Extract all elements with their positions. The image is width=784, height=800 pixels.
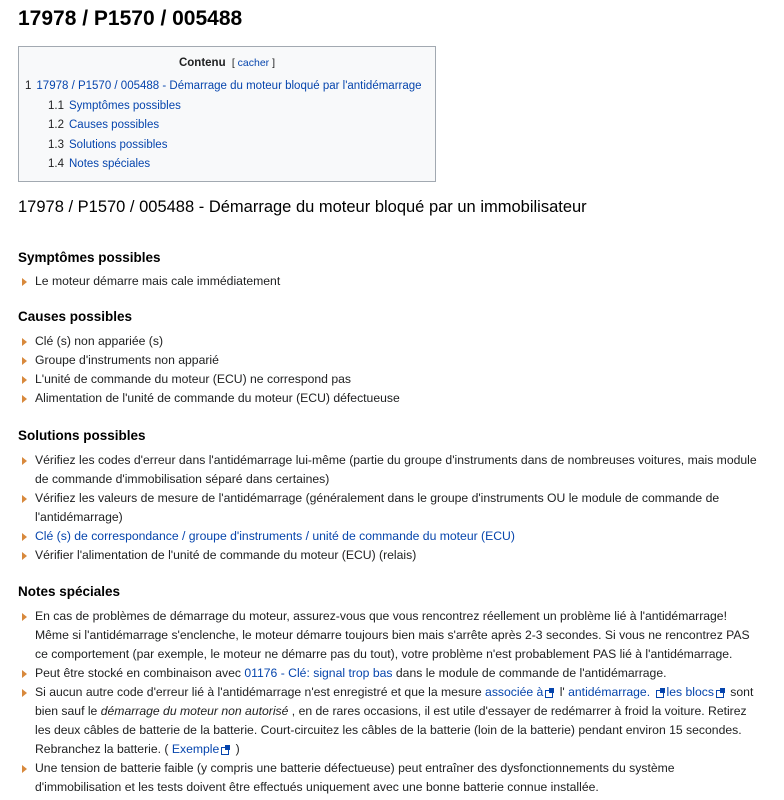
list-item (18, 607, 763, 664)
section-heading: 17978 / P1570 / 005488 - Démarrage du moteur bloqué par un immobilisateur (18, 198, 587, 216)
bullet-icon (22, 357, 27, 365)
toc-link-section[interactable]: 17978 / P1570 / 005488 - Démarrage du moteur bloqué par l'antidémarrage (36, 80, 422, 92)
toc-item-number: 1.4 (48, 158, 64, 170)
notes-list (18, 607, 763, 797)
emphasis-text: démarrage du moteur non autorisé (100, 704, 289, 718)
toc-item-number: 1.1 (48, 99, 64, 112)
list-item (18, 370, 763, 389)
solutions-list (18, 451, 763, 565)
symptoms-list (18, 272, 763, 291)
external-link-icon (221, 745, 230, 754)
list-item-text: Le moteur démarre mais cale immédiatement (35, 274, 281, 288)
example-link[interactable]: Exemple (171, 742, 220, 756)
causes-heading: Causes possibles (18, 309, 133, 324)
bullet-icon (22, 613, 27, 621)
list-item-text: Une tension de batterie faible (y compris une batterie défectueuse) peut entraîner des dysfonctionnements du système d'immobilisation et les tests doivent être effectués uniquement avec une bonne batterie connue installée. (35, 761, 675, 794)
external-link-icon (545, 688, 554, 697)
dtc-01176-link[interactable]: 01176 - Clé: signal trop bas (244, 666, 393, 680)
immobilizer-link[interactable]: antidémarrage. (568, 685, 651, 699)
list-item-text: Vérifiez les codes d'erreur dans l'antidémarrage lui-même (partie du groupe d'instruments dans de nombreuses voitures, mais module de commande d'immobilisation séparé dans certaines) (35, 453, 757, 486)
list-item-text: Alimentation de l'unité de commande du moteur (ECU) défectueuse (35, 391, 400, 405)
list-item (18, 351, 763, 370)
toc-item-number: 1 (25, 80, 32, 92)
toc-item-number: 1.3 (48, 138, 64, 151)
list-item (18, 451, 763, 489)
page-title: 17978 / P1570 / 005488 (18, 7, 243, 30)
list-item-text: Vérifiez les valeurs de mesure de l'antidémarrage (généralement dans le groupe d'instruments OU le module de commande de l'antidémarrage) (35, 491, 720, 524)
toc-item-number: 1.2 (48, 119, 64, 131)
toc-hide-link[interactable]: cacher (237, 57, 270, 69)
toc-item-1-1 (19, 97, 435, 117)
toc-header (19, 57, 435, 69)
toc-link-causes[interactable]: Causes possibles (69, 119, 160, 131)
list-item-text: l' (556, 685, 569, 699)
list-item-text: sont bien sauf le (35, 685, 754, 718)
toc-item-1-2 (19, 116, 435, 136)
list-item-text: , en de rares occasions, il est utile d'essayer de redémarrer à froid la voiture. Retirez les deux câbles de batterie de la batterie. Court-circuitez les câbles de la batterie (loin de la batterie) pendant environ 15 secondes. Rebranchez la batterie. ( (35, 704, 747, 756)
toc-item-1-3 (19, 136, 435, 156)
list-item-text: Groupe d'instruments non apparié (35, 353, 219, 367)
list-item (18, 489, 763, 527)
bullet-icon (22, 670, 27, 678)
bullet-icon (22, 533, 27, 541)
list-item-text: En cas de problèmes de démarrage du moteur, assurez-vous que vous rencontrez réellement un problème lié à l'antidémarrage! Même si l'antidémarrage s'enclenche, le moteur démarre toujours bien mais s'arrête après 2-3 secondes. Si vous ne rencontrez PAS ce comportement (par exemple, le moteur ne démarre pas du tout), votre problème n'est probablement PAS lié à l'antidémarrage. (35, 609, 750, 661)
causes-list (18, 332, 763, 408)
toc-link-notes[interactable]: Notes spéciales (69, 158, 151, 170)
list-item-text: Vérifier l'alimentation de l'unité de commande du moteur (ECU) (relais) (35, 548, 417, 562)
bullet-icon (22, 689, 27, 697)
solutions-heading: Solutions possibles (18, 428, 146, 443)
list-item-text: ) (232, 742, 240, 756)
external-link-icon (716, 688, 725, 697)
list-item-text: L'unité de commande du moteur (ECU) ne correspond pas (35, 372, 351, 386)
list-item (18, 683, 763, 759)
symptoms-heading: Symptômes possibles (18, 250, 161, 265)
external-link-icon (656, 688, 665, 697)
list-item (18, 759, 763, 797)
toc-link-solutions[interactable]: Solutions possibles (69, 138, 168, 151)
match-keys-link[interactable]: Clé (s) de correspondance / groupe d'instruments / unité de commande du moteur (ECU) (35, 529, 515, 543)
list-item (18, 664, 763, 683)
bullet-icon (22, 278, 27, 286)
toc-toggle-close-bracket: ] (272, 57, 276, 69)
toc-toggle-open-bracket: [ (231, 57, 235, 69)
toc-list (19, 77, 435, 175)
list-item (18, 389, 763, 408)
bullet-icon (22, 338, 27, 346)
bullet-icon (22, 395, 27, 403)
toc-toggle (232, 57, 275, 69)
toc-item-1 (19, 77, 435, 97)
table-of-contents (18, 46, 436, 182)
notes-heading: Notes spéciales (18, 584, 121, 599)
toc-title: Contenu (178, 57, 226, 69)
toc-item-1-4 (19, 155, 435, 175)
list-item (18, 272, 763, 291)
list-item (18, 527, 763, 546)
toc-link-symptoms[interactable]: Symptômes possibles (69, 99, 181, 112)
list-item-text: Clé (s) non appariée (s) (35, 334, 164, 348)
list-item (18, 332, 763, 351)
associated-link[interactable]: associée à (485, 685, 544, 699)
list-item (18, 546, 763, 565)
bullet-icon (22, 495, 27, 503)
list-item-text: Peut être stocké en combinaison avec (35, 666, 245, 680)
bullet-icon (22, 376, 27, 384)
bullet-icon (22, 552, 27, 560)
list-item-text: dans le module de commande de l'antidémarrage. (392, 666, 667, 680)
blocks-link[interactable]: les blocs (666, 685, 714, 699)
bullet-icon (22, 765, 27, 773)
list-item-text: Si aucun autre code d'erreur lié à l'antidémarrage n'est enregistré et que la mesure (35, 685, 486, 699)
bullet-icon (22, 457, 27, 465)
